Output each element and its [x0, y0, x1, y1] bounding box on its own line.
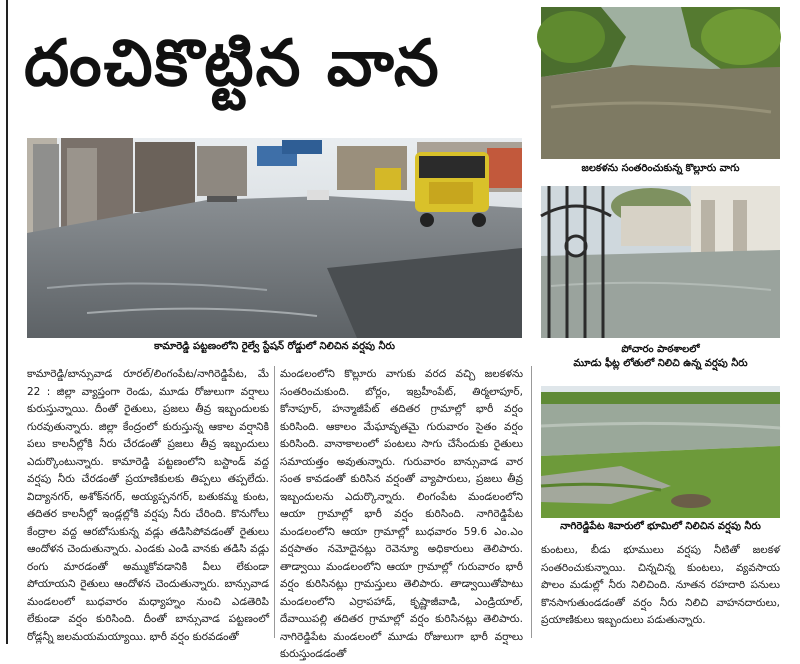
- article-text-col2: మండలంలోని కొల్లూరు వాగుకు వరద వచ్చి జలకళను సంతరించుకుంది. బోర్లం, ఇబ్రహీంపేట్, తిర్మలాపూర్, కోనాపూర్, హన్మాజీపేట్ తదితర గ్రామాల్లో భారీ వర్షం కురిసింది. ఆకాలం మేఘావృతమై గురువారం సైతం వర్షం కురిసింది. వానాకాలంలో పంటలు సాగు చేసేందుకు రైతులు సమాయత్తం అవుతున్నారు. గురువారం బాన్సువాడ వార సంత కావడంతో కురిసిన వర్షంతో వ్యాపారులు, ప్రజలు తీవ్ర ఇబ్బందులను ఎదుర్కొన్నారు. లింగంపేట మండలంలోని ఆయా గ్రామాల్లో భారీ వర్షం కురిసింది. నాగిరెడ్డిపేట మండలంలోని ఆయా గ్రామాల్లో బుధవారం 59.6 ఎం.ఎం వర్షపాతం నమోదైనట్లు రెవెన్యూ అధికారులు తెలిపారు. తాడ్వాయి మండలంలోని ఆయా గ్రామాల్లో గురువారం భారీ వర్షం కురిసినట్లు గ్రామస్తులు తెలిపారు. తాడ్వాయితోపాటు మండలంలోని ఎర్రాపహాడ్, కృష్ణాజీవాడి, ఎండ్రియాల్, దేవాయిపల్లి తదితర గ్రామాల్లో వర్షం కురిసినట్లు తెలిపారు. నాగిరెడ్డిపేట మండలంలో మూడు రోజులుగా భారీ వర్షాలు కురుస్తుండడంతో: [280, 368, 523, 660]
- article-column-1: [27, 366, 269, 643]
- school-flood-photo: [541, 186, 780, 338]
- school-photo-caption-line2: మూడు ఫీట్ల లోతులో నిలిచి ఉన్న వర్షపు నీరు: [573, 358, 748, 369]
- column-divider-2: [531, 366, 532, 638]
- main-photo-caption: కామారెడ్డి పట్టణంలోని రైల్వే స్టేషన్ రోడ్డులో నిలిచిన వర్షపు నీరు: [154, 341, 395, 352]
- left-column-rule: [6, 0, 8, 644]
- article-column-2: [280, 366, 523, 660]
- article-column-3: [541, 542, 780, 638]
- column-divider-1: [274, 366, 275, 638]
- headline: దంచికొట్టిన వాన: [24, 27, 441, 101]
- stream-photo-caption: జలకళను సంతరించుకున్న కొల్లూరు వాగు: [581, 163, 740, 174]
- school-photo-caption-line1: పోచారం పాఠశాలలో: [621, 344, 700, 355]
- flooded-street-photo: [27, 138, 522, 338]
- field-photo-caption: నాగిరెడ్డిపేట శివారులో భూమిలో నిలిచిన వర్షపు నీరు: [560, 521, 761, 532]
- stream-photo: [541, 7, 780, 159]
- field-flood-photo: [541, 386, 780, 518]
- article-text-col3: కుంటలు, బీడు భూములు వర్షపు నీటితో జలకళ సంతరించుకున్నాయి. చిన్నచిన్న కుంటలు, వ్యవసాయ పొలం మడుల్లో నీరు నిలిచింది. నూతన రహదారి పనులు కొనసాగుతుండడంతో వర్షం నీరు నిలిచి వాహనదారులు, ప్రయాణికులు ఇబ్బందులు పడుతున్నారు.: [541, 544, 780, 626]
- article-text-col1: కామారెడ్డి/బాన్సువాడ రూరల్/లింగంపేట/నాగిరెడ్డిపేట, మే 22 : జిల్లా వ్యాప్తంగా రెండు, మూడు రోజులుగా వర్షాలు కురుస్తున్నాయి. దీంతో రైతులు, ప్రజలు తీవ్ర ఇబ్బందులకు గురవుతున్నారు. జిల్లా కేంద్రంలో కురుస్తున్న ఆకాల వర్షానికి పలు కాలనీల్లోకి నీరు చేరడంతో ప్రజలు తీవ్ర ఇబ్బందులు ఎదుర్కొంటున్నారు. కామారెడ్డి పట్టణంలోని బస్టాండ్ వద్ద వర్షపు నీరు చేరడంతో ప్రయాణికులకు తిప్పలు తప్పలేదు. విద్యానగర్, అశోక్‌నగర్, అయ్యప్పనగర్, బతుకమ్మ కుంట, తదితర కాలనీల్లో ఇండ్లల్లోకి వర్షపు నీరు చేరింది. కొనుగోలు కేంద్రాల వద్ద ఆరబోసుకున్న వడ్లు తడిసిపోవడంతో రైతులు ఆందోళన చెందుతున్నారు. ఎండకు ఎండి వానకు తడిసి వడ్లు రంగు మారడంతో అమ్ముకోవడానికి వీలు లేకుండా పోయాయని రైతులు ఆందోళన చెందుతున్నారు. బాన్సువాడ మండలంలో బుధవారం మధ్యాహ్నం నుంచి ఎడతెరిపి లేకుండా వర్షం కురిసింది. దీంతో బాన్సువాడ పట్టణంలో రోడ్లన్నీ జలమయమయ్యాయి. భారీ వర్షం కురవడంతో: [27, 368, 269, 643]
